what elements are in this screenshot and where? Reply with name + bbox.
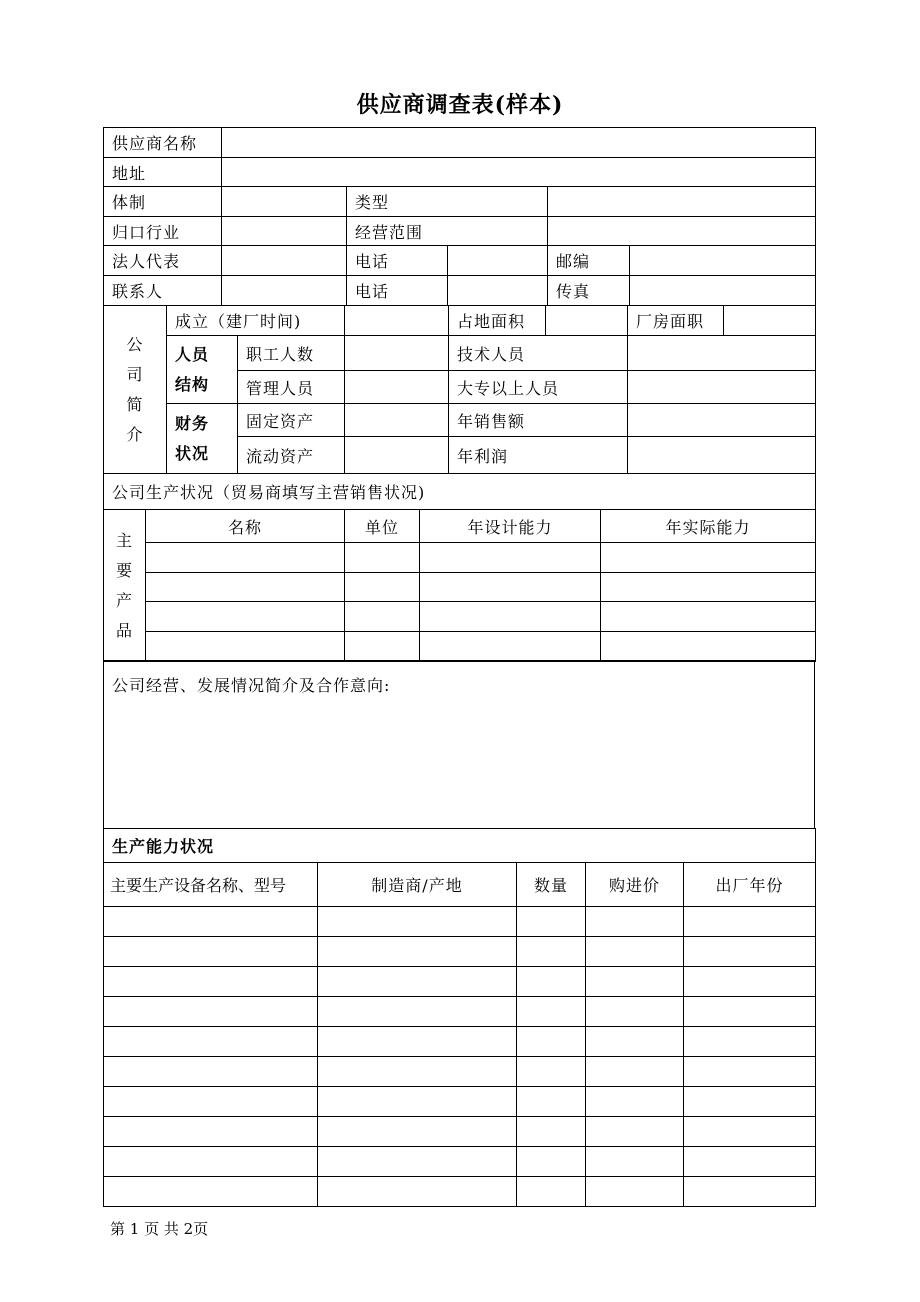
phone-label: 电话 [347, 246, 448, 276]
business-intro-field[interactable] [104, 661, 815, 829]
equipment-cell[interactable] [517, 1027, 586, 1057]
profile-char-4: 介 [126, 424, 144, 444]
land-area-field[interactable] [546, 306, 628, 336]
business-intro-label: 公司经营、发展情况简介及合作意向: [112, 676, 391, 695]
product-cell[interactable] [420, 602, 601, 632]
profile-char-1: 公 [126, 334, 144, 354]
workers-label: 职工人数 [238, 336, 345, 371]
product-cell[interactable] [420, 573, 601, 602]
equipment-cell[interactable] [104, 1117, 318, 1147]
fax-field[interactable] [630, 276, 816, 306]
equipment-cell[interactable] [517, 1057, 586, 1087]
equipment-cell[interactable] [684, 997, 816, 1027]
equipment-cell[interactable] [684, 1027, 816, 1057]
equipment-cell[interactable] [586, 1117, 684, 1147]
equipment-cell[interactable] [318, 1087, 517, 1117]
equipment-cell[interactable] [318, 1117, 517, 1147]
product-cell[interactable] [345, 573, 420, 602]
profile-char-2: 司 [126, 364, 144, 384]
finance-label [167, 404, 238, 474]
business-intro-wrap [103, 660, 815, 829]
product-cell[interactable] [146, 573, 345, 602]
profile-char-3: 简 [126, 394, 144, 414]
equipment-cell[interactable] [684, 937, 816, 967]
workers-field[interactable] [345, 336, 449, 371]
equipment-cell[interactable] [586, 1027, 684, 1057]
equipment-cell[interactable] [586, 1147, 684, 1177]
product-cell[interactable] [601, 632, 816, 662]
capacity-table-wrap [103, 828, 815, 1207]
capacity-table [103, 828, 816, 1207]
production-heading: 公司生产状况（贸易商填写主营销售状况) [104, 474, 816, 510]
annual-profit-field[interactable] [628, 437, 816, 474]
founded-field[interactable] [345, 306, 449, 336]
product-cell[interactable] [601, 602, 816, 632]
page-footer: 第 1 页 共 2页 [110, 1220, 209, 1238]
product-cell[interactable] [146, 632, 345, 662]
production-table [103, 473, 816, 662]
equipment-cell[interactable] [517, 1147, 586, 1177]
technicians-label: 技术人员 [449, 336, 628, 371]
address-field[interactable] [222, 158, 816, 187]
profile-table [103, 305, 816, 474]
equipment-cell[interactable] [318, 1027, 517, 1057]
supplier-name-label: 供应商名称 [104, 128, 222, 158]
equipment-cell[interactable] [684, 907, 816, 937]
fax-label: 传真 [548, 276, 630, 306]
college-staff-label: 大专以上人员 [449, 371, 628, 404]
industry-field[interactable] [222, 217, 347, 246]
equipment-cell[interactable] [517, 1177, 586, 1207]
founded-label: 成立（建厂时间) [167, 306, 345, 336]
products-char-3: 产 [115, 590, 133, 610]
managers-label: 管理人员 [238, 371, 345, 404]
equipment-cell[interactable] [517, 1087, 586, 1117]
equipment-cell[interactable] [586, 967, 684, 997]
product-cell[interactable] [345, 632, 420, 662]
type-field[interactable] [548, 187, 816, 217]
type-label: 类型 [347, 187, 548, 217]
equipment-cell[interactable] [517, 907, 586, 937]
col-design-capacity: 年设计能力 [420, 510, 601, 543]
col-purchase-price: 购进价 [586, 863, 684, 907]
finance-label-line2: 状况 [175, 443, 210, 463]
col-equipment-name: 主要生产设备名称、型号 [104, 863, 318, 907]
equipment-cell[interactable] [318, 1177, 517, 1207]
col-unit: 单位 [345, 510, 420, 543]
company-profile-label [104, 306, 167, 474]
equipment-cell[interactable] [318, 967, 517, 997]
equipment-cell[interactable] [586, 907, 684, 937]
land-area-label: 占地面积 [449, 306, 546, 336]
equipment-cell[interactable] [318, 1057, 517, 1087]
products-char-2: 要 [115, 560, 133, 580]
equipment-cell[interactable] [104, 937, 318, 967]
contact-label: 联系人 [104, 276, 222, 306]
equipment-cell[interactable] [684, 1057, 816, 1087]
college-staff-field[interactable] [628, 371, 816, 404]
production-table-wrap [103, 473, 815, 662]
business-scope-label: 经营范围 [347, 217, 548, 246]
fixed-assets-label: 固定资产 [238, 404, 345, 437]
contact-field[interactable] [222, 276, 347, 306]
managers-field[interactable] [345, 371, 449, 404]
col-manufacturer: 制造商/产地 [318, 863, 517, 907]
equipment-cell[interactable] [104, 1057, 318, 1087]
equipment-cell[interactable] [586, 1087, 684, 1117]
current-assets-field[interactable] [345, 437, 449, 474]
equipment-cell[interactable] [684, 1117, 816, 1147]
products-char-4: 品 [115, 620, 133, 640]
main-products-label [104, 510, 146, 662]
col-quantity: 数量 [517, 863, 586, 907]
address-label: 地址 [104, 158, 222, 187]
technicians-field[interactable] [628, 336, 816, 371]
finance-label-line1: 财务 [175, 413, 210, 433]
col-year-made: 出厂年份 [684, 863, 816, 907]
equipment-cell[interactable] [318, 1147, 517, 1177]
capacity-heading: 生产能力状况 [104, 829, 816, 863]
equipment-cell[interactable] [104, 1177, 318, 1207]
phone-field[interactable] [448, 246, 548, 276]
staff-structure-label [167, 336, 238, 404]
annual-sales-field[interactable] [628, 404, 816, 437]
postcode-field[interactable] [630, 246, 816, 276]
equipment-cell[interactable] [104, 1087, 318, 1117]
equipment-cell[interactable] [586, 997, 684, 1027]
equipment-cell[interactable] [517, 967, 586, 997]
system-label: 体制 [104, 187, 222, 217]
annual-profit-label: 年利润 [449, 437, 628, 474]
product-cell[interactable] [146, 543, 345, 573]
postcode-label: 邮编 [548, 246, 630, 276]
plant-area-label: 厂房面职 [628, 306, 724, 336]
page-title: 供应商调查表(样本) [356, 92, 564, 118]
col-product-name: 名称 [146, 510, 345, 543]
equipment-cell[interactable] [586, 937, 684, 967]
equipment-cell[interactable] [104, 967, 318, 997]
equipment-cell[interactable] [586, 1057, 684, 1087]
staff-label-line1: 人员 [175, 344, 210, 364]
basic-info-table-wrap [103, 127, 815, 306]
profile-table-wrap [103, 305, 815, 474]
current-assets-label: 流动资产 [238, 437, 345, 474]
product-cell[interactable] [345, 602, 420, 632]
basic-info-table [103, 127, 816, 306]
product-cell[interactable] [420, 632, 601, 662]
equipment-cell[interactable] [517, 997, 586, 1027]
equipment-cell[interactable] [318, 907, 517, 937]
fixed-assets-field[interactable] [345, 404, 449, 437]
annual-sales-label: 年销售额 [449, 404, 628, 437]
equipment-cell[interactable] [104, 907, 318, 937]
product-cell[interactable] [420, 543, 601, 573]
staff-label-line2: 结构 [175, 374, 210, 394]
col-actual-capacity: 年实际能力 [601, 510, 816, 543]
products-char-1: 主 [115, 530, 133, 550]
equipment-cell[interactable] [517, 1117, 586, 1147]
business-intro-table [103, 660, 815, 829]
business-scope-field[interactable] [548, 217, 816, 246]
equipment-cell[interactable] [684, 967, 816, 997]
legal-rep-field[interactable] [222, 246, 347, 276]
product-cell[interactable] [345, 543, 420, 573]
plant-area-field[interactable] [724, 306, 816, 336]
equipment-cell[interactable] [586, 1177, 684, 1207]
equipment-cell[interactable] [318, 997, 517, 1027]
equipment-cell[interactable] [517, 937, 586, 967]
industry-label: 归口行业 [104, 217, 222, 246]
equipment-cell[interactable] [104, 997, 318, 1027]
product-cell[interactable] [146, 602, 345, 632]
equipment-cell[interactable] [684, 1147, 816, 1177]
product-cell[interactable] [601, 573, 816, 602]
legal-rep-label: 法人代表 [104, 246, 222, 276]
phone-field-2[interactable] [448, 276, 548, 306]
equipment-cell[interactable] [684, 1087, 816, 1117]
supplier-name-field[interactable] [222, 128, 816, 158]
equipment-cell[interactable] [104, 1147, 318, 1177]
phone-label-2: 电话 [347, 276, 448, 306]
system-field[interactable] [222, 187, 347, 217]
product-cell[interactable] [601, 543, 816, 573]
equipment-cell[interactable] [684, 1177, 816, 1207]
equipment-cell[interactable] [104, 1027, 318, 1057]
equipment-cell[interactable] [318, 937, 517, 967]
